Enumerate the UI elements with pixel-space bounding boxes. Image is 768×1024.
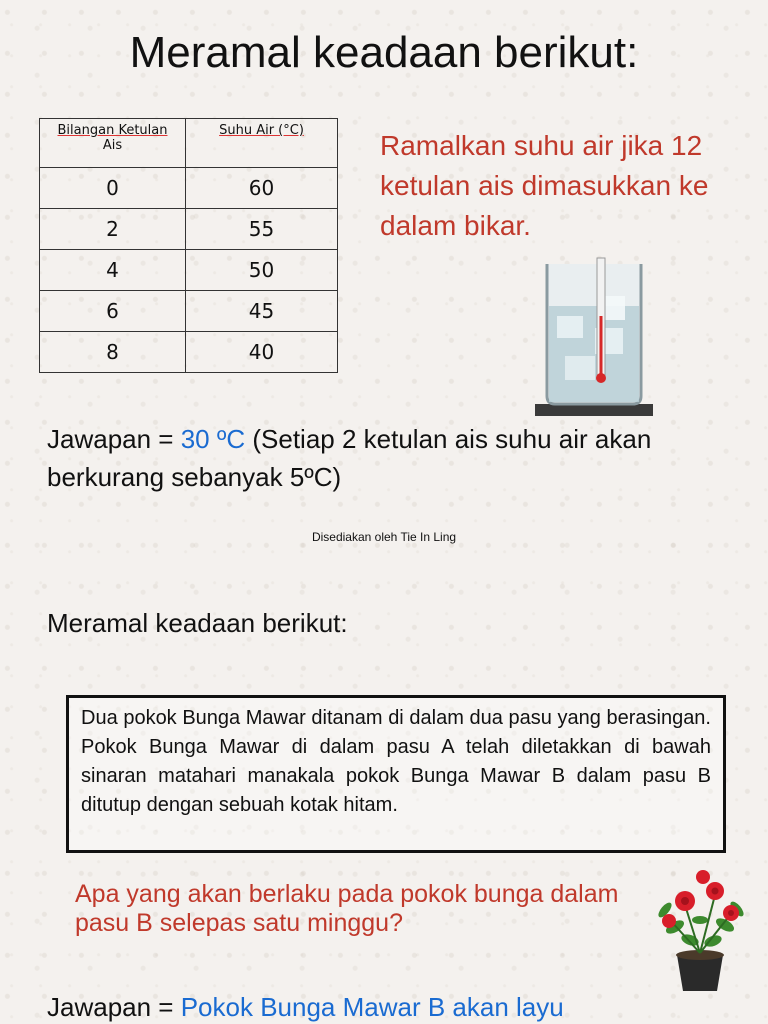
header-ice-count-line1: Bilangan Ketulan <box>57 123 168 138</box>
cell-temp: 55 <box>186 209 338 250</box>
cell-temp: 40 <box>186 332 338 373</box>
cell-ice: 4 <box>40 250 186 291</box>
answer-2-value: Pokok Bunga Mawar B akan layu <box>180 992 564 1022</box>
table-row <box>40 332 338 373</box>
cell-ice: 6 <box>40 291 186 332</box>
table-row <box>40 209 338 250</box>
cell-temp: 60 <box>186 168 338 209</box>
answer-1-value: 30 ºC <box>180 424 246 454</box>
answer-2 <box>47 992 564 1023</box>
cell-ice: 0 <box>40 168 186 209</box>
table-row <box>40 250 338 291</box>
credit-text: Disediakan oleh Tie In Ling <box>311 530 457 544</box>
header-water-temp <box>186 119 338 168</box>
cell-ice: 2 <box>40 209 186 250</box>
page-title: Meramal keadaan berikut: <box>129 28 639 77</box>
rose-plant-icon <box>645 865 755 993</box>
question-1: Ramalkan suhu air jika 12 ketulan ais dimasukkan ke dalam bikar. <box>380 130 709 241</box>
beaker-thermometer-icon <box>535 256 653 416</box>
table-header-row <box>40 119 338 168</box>
section-heading-2: Meramal keadaan berikut: <box>47 608 348 638</box>
answer-2-prefix: Jawapan = <box>47 992 181 1022</box>
answer-1 <box>47 420 737 496</box>
answer-1-explanation: (Setiap 2 ketulan ais suhu air akan berkurang sebanyak 5ºC) <box>47 424 652 492</box>
cell-temp: 45 <box>186 291 338 332</box>
cell-ice: 8 <box>40 332 186 373</box>
question-2: Apa yang akan berlaku pada pokok bunga dalam pasu B selepas satu minggu? <box>75 880 619 937</box>
cell-temp: 50 <box>186 250 338 291</box>
header-ice-count <box>40 119 186 168</box>
table-row <box>40 168 338 209</box>
scenario-box: Dua pokok Bunga Mawar ditanam di dalam dua pasu yang berasingan. Pokok Bunga Mawar di dalam pasu A telah diletakkan di bawah sinaran matahari manakala pokok Bunga Mawar B dalam pasu B ditutup dengan sebuah kotak hitam. <box>66 695 726 853</box>
answer-1-prefix: Jawapan = <box>47 424 181 454</box>
header-water-temp-label: Suhu Air (°C) <box>219 123 304 138</box>
table-row <box>40 291 338 332</box>
data-table <box>39 118 338 373</box>
header-ice-count-line2: Ais <box>102 138 123 153</box>
